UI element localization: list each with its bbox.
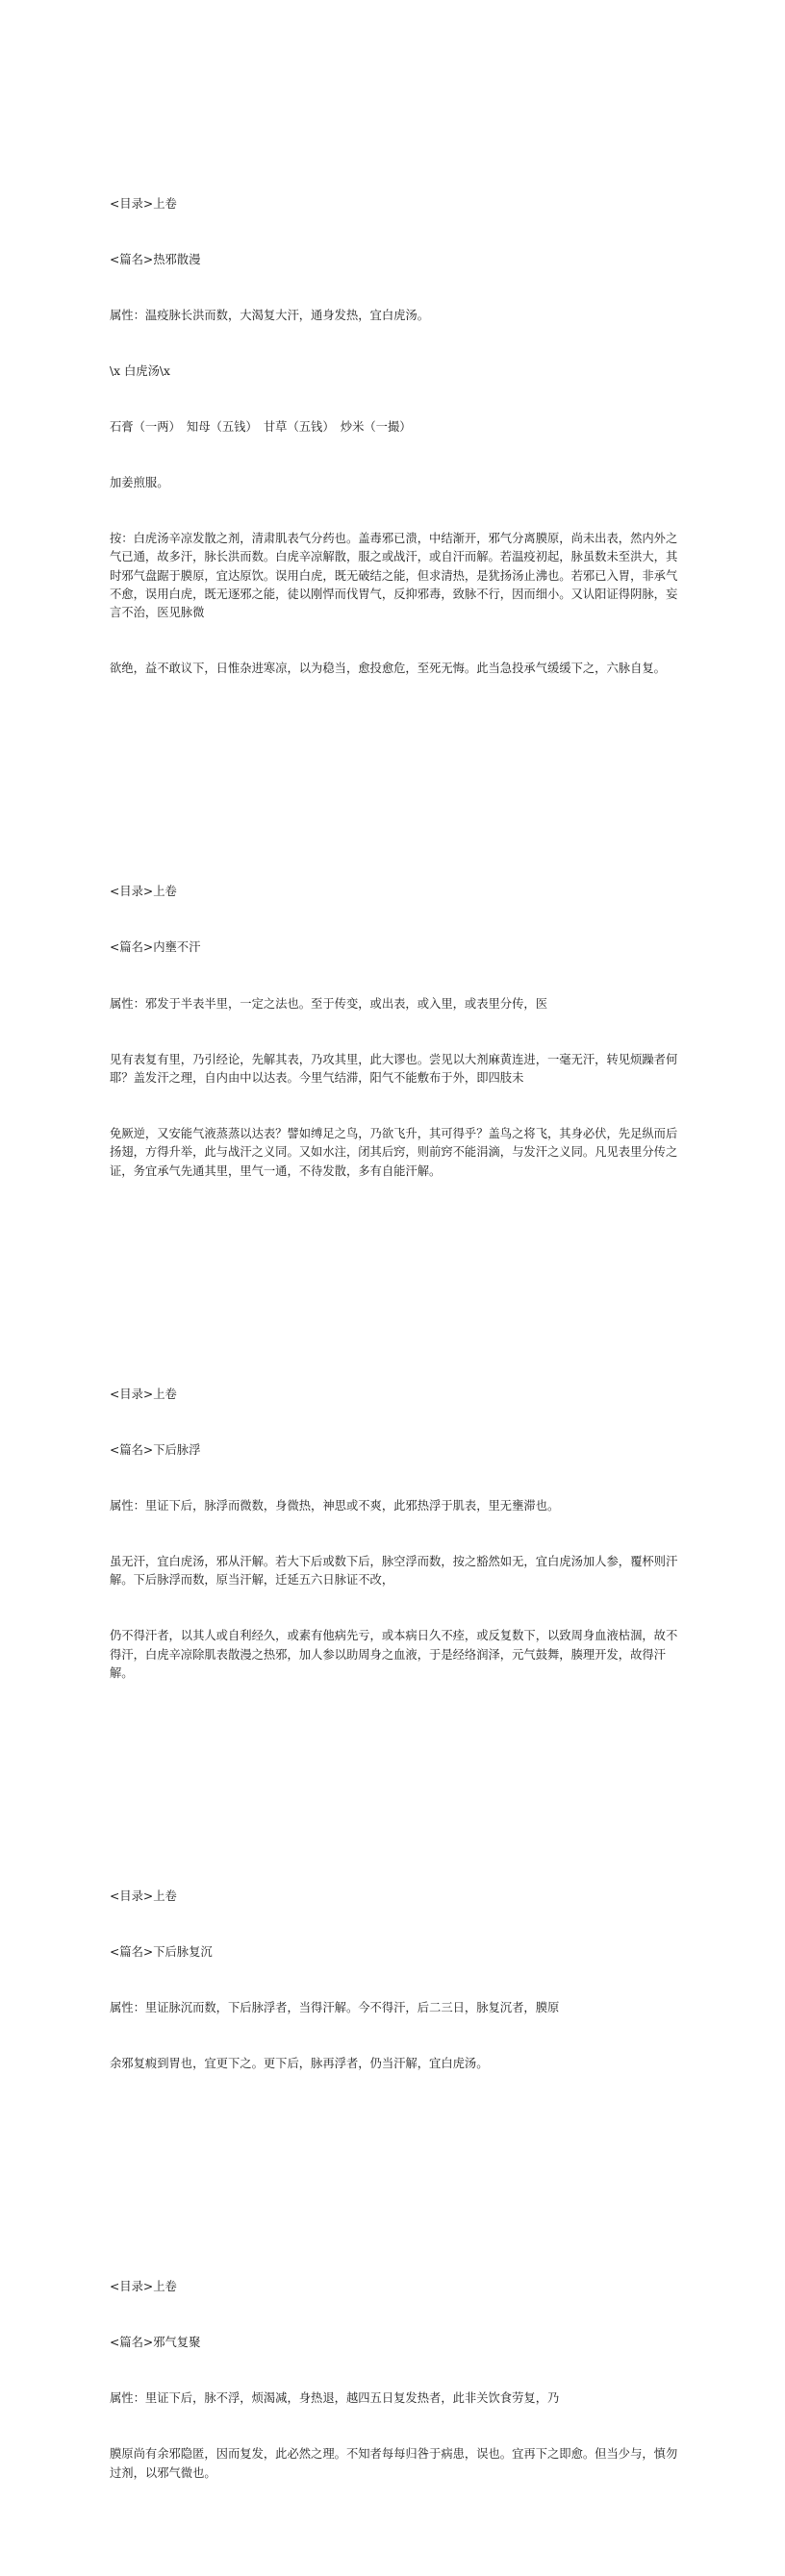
section-下后脉复沉 <box>110 1850 687 2111</box>
section-title-tag: <篇名>热邪散漫 <box>110 252 201 266</box>
section-下后脉浮 <box>110 1348 687 1720</box>
document-text-body <box>110 102 687 2576</box>
paragraph-spacer <box>110 2166 687 2185</box>
section-paragraph: 属性：里证下后，脉浮而微数，身微热，神思或不爽，此邪热浮于肌表，里无壅滞也。 <box>110 1498 560 1513</box>
section-paragraph: 免厥逆，又安能气液蒸蒸以达表？譬如缚足之鸟，乃欲飞升，其可得乎？盖鸟之将飞，其身必伏，先足纵而后扬翅，方得升举，此与战汗之义同。又如水注，闭其后窍，则前窍不能涓滴，与发汗之义同。凡见表里分传之证，务宜承气先通其里，里气一通，不待发散，多有自能汗解。 <box>110 1126 678 1178</box>
section-title-tag: <篇名>邪气复聚 <box>110 2336 201 2350</box>
section-paragraph: 属性：温疫脉长洪而数，大渴复大汗，通身发热，宜白虎汤。 <box>110 308 430 322</box>
catalog-tag: <目录>上卷 <box>110 1889 177 1903</box>
formula-ingredients: 石膏（一两） 知母（五钱） 甘草（五钱） 炒米（一撮） <box>110 419 412 434</box>
section-paragraph: 欲绝，益不敢议下，日惟杂进寒凉，以为稳当，愈投愈危，至死无悔。此当急投承气缓缓下之，六脉自复。 <box>110 662 666 676</box>
catalog-tag: <目录>上卷 <box>110 1387 177 1401</box>
section-paragraph: 属性：里证下后，脉不浮，烦渴减，身热退，越四五日复发热者，此非关饮食劳复，乃 <box>110 2391 560 2406</box>
formula-marker: \x 白虎汤\x <box>110 363 170 378</box>
section-paragraph: 按：白虎汤辛凉发散之剂，清肃肌表气分药也。盖毒邪已溃，中结渐开，邪气分离膜原，尚未出表，然内外之气已通，故多汗，脉长洪而数。白虎辛凉解散，服之或战汗，或自汗而解。若温疫初起，脉虽数未至洪大，其时邪气盘踞于膜原，宜达原饮。误用白虎，既无破结之能，但求清热，是犹扬汤止沸也。若邪已入胃，非承气不愈，误用白虎，既无逐邪之能，徒以刚悍而伐胃气，反抑邪毒，致脉不行，因而细小。又认阳证得阴脉，妄言不治，医见脉微 <box>110 531 678 620</box>
catalog-tag: <目录>上卷 <box>110 196 177 211</box>
section-title-tag: <篇名>下后脉复沉 <box>110 1945 213 1960</box>
section-paragraph: 膜原尚有余邪隐匿，因而复发，此必然之理。不知者每每归咎于病患，误也。宜再下之即愈。但当少与，慎勿过剂，以邪气微也。 <box>110 2447 678 2480</box>
section-title-tag: <篇名>内壅不汗 <box>110 940 201 955</box>
section-内壅不汗 <box>110 846 687 1218</box>
section-paragraph: 属性：邪发于半表半里，一定之法也。至于传变，或出表，或入里，或表里分传，医 <box>110 996 547 1011</box>
section-paragraph: 见有表复有里，乃引经论，先解其表，乃攻其里，此大谬也。尝见以大剂麻黄连进，一毫无汗，转见烦躁者何耶？盖发汗之理，自内由中以达表。今里气结滞，阳气不能敷布于外，即四肢未 <box>110 1052 678 1085</box>
section-热邪散漫 <box>110 158 687 715</box>
paragraph-spacer <box>110 771 687 789</box>
section-title-tag: <篇名>下后脉浮 <box>110 1442 201 1457</box>
section-paragraph: 余邪复瘕到胃也，宜更下之。更下后，脉再浮者，仍当汗解，宜白虎汤。 <box>110 2057 489 2071</box>
catalog-tag: <目录>上卷 <box>110 885 177 899</box>
formula-preparation: 加姜煎服。 <box>110 475 169 489</box>
section-邪气复聚 <box>110 2241 687 2520</box>
section-paragraph: 仍不得汗者，以其人或自利经久，或素有他病先亏，或本病日久不痊，或反复数下，以致周身血液枯涸，故不得汗，白虎辛凉除肌表散漫之热邪，加人参以助周身之血液，于是经络润泽，元气鼓舞，腠理开发，故得汗解。 <box>110 1629 678 1680</box>
paragraph-spacer <box>110 1776 687 1794</box>
catalog-tag: <目录>上卷 <box>110 2280 177 2294</box>
section-paragraph: 虽无汗，宜白虎汤，邪从汗解。若大下后或数下后，脉空浮而数，按之豁然如无，宜白虎汤加人参，覆杯则汗解。下后脉浮而数，原当汗解，迁延五六日脉证不改， <box>110 1554 678 1588</box>
paragraph-spacer <box>110 1274 687 1292</box>
section-paragraph: 属性：里证脉沉而数，下后脉浮者，当得汗解。今不得汗，后二三日，脉复沉者，膜原 <box>110 2001 560 2015</box>
